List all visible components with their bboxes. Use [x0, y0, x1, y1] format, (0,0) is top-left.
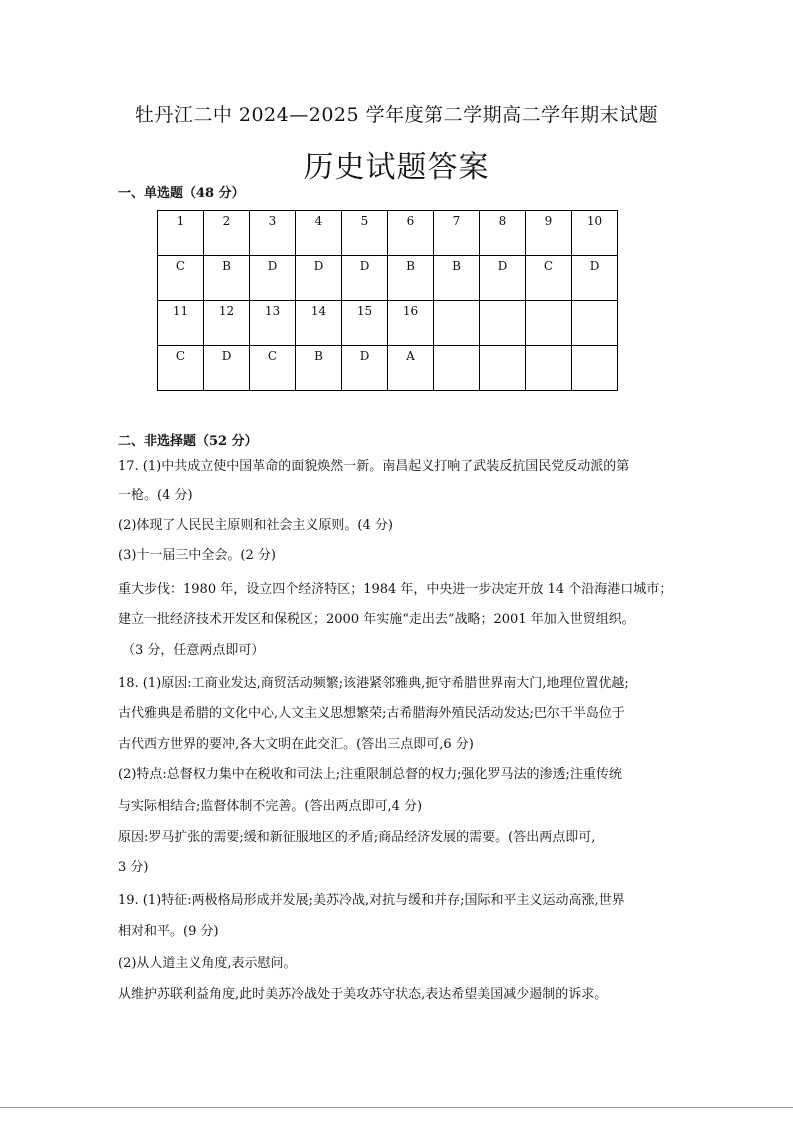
table-cell: 7 — [434, 211, 480, 256]
answer-line: (3)十一届三中全会。(2 分) — [118, 548, 276, 563]
table-cell: 9 — [526, 211, 572, 256]
table-row — [158, 256, 618, 301]
table-cell: 12 — [204, 301, 250, 346]
answer-line: 原因:罗马扩张的需要;缓和新征服地区的矛盾;商品经济发展的需要。(答出两点即可, — [118, 830, 596, 845]
table-cell — [434, 301, 480, 346]
answer-line: （3 分，任意两点即可） — [122, 643, 265, 658]
answer-line: 与实际相结合;监督体制不完善。(答出两点即可,4 分) — [118, 799, 423, 814]
table-cell: D — [296, 256, 342, 301]
table-cell: D — [204, 346, 250, 391]
table-cell: D — [342, 256, 388, 301]
table-cell: 16 — [388, 301, 434, 346]
answer-line: 17. (1)中共成立使中国革命的面貌焕然一新。南昌起义打响了武装反抗国民党反动派的第 — [118, 459, 630, 474]
table-row — [158, 211, 618, 256]
table-cell: 4 — [296, 211, 342, 256]
answer-table — [157, 210, 618, 391]
table-row — [158, 301, 618, 346]
answer-line: 重大步伐：1980 年，设立四个经济特区；1984 年，中央进一步决定开放 14 个沿海港口城市； — [118, 582, 673, 597]
table-cell: 5 — [342, 211, 388, 256]
answer-line: 古代雅典是希腊的文化中心,人文主义思想繁荣;古希腊海外殖民活动发达;巴尔干半岛位于 — [118, 706, 625, 721]
answer-line: 3 分) — [118, 860, 149, 875]
table-cell: C — [158, 256, 204, 301]
table-cell: A — [388, 346, 434, 391]
table-cell — [572, 346, 618, 391]
table-cell: B — [204, 256, 250, 301]
table-cell: 11 — [158, 301, 204, 346]
table-cell — [572, 301, 618, 346]
table-row — [158, 346, 618, 391]
table-cell — [480, 346, 526, 391]
page-title: 历史试题答案 — [303, 150, 490, 185]
answer-line: 古代西方世界的要冲,各大文明在此交汇。(答出三点即可,6 分) — [118, 737, 474, 752]
answer-line: 一枪。(4 分) — [118, 488, 193, 503]
table-cell: 8 — [480, 211, 526, 256]
table-cell: D — [250, 256, 296, 301]
table-cell: D — [480, 256, 526, 301]
table-cell: C — [158, 346, 204, 391]
table-cell: C — [250, 346, 296, 391]
answer-line: 建立一批经济技术开发区和保税区；2000 年实施“走出去”战略；2001 年加入世贸组织。 — [118, 612, 635, 627]
table-cell — [526, 346, 572, 391]
table-cell: 13 — [250, 301, 296, 346]
table-cell: 3 — [250, 211, 296, 256]
table-cell: 15 — [342, 301, 388, 346]
answer-line: 相对和平。(9 分) — [118, 924, 219, 939]
table-cell: B — [296, 346, 342, 391]
table-cell: 1 — [158, 211, 204, 256]
footer-rule — [0, 1107, 793, 1108]
answer-line: (2)体现了人民民主原则和社会主义原则。(4 分) — [118, 518, 393, 533]
table-cell: D — [342, 346, 388, 391]
table-cell — [480, 301, 526, 346]
table-cell: 10 — [572, 211, 618, 256]
table-cell: 2 — [204, 211, 250, 256]
section-heading-multiple-choice: 一、单选题（48 分） — [118, 186, 245, 201]
table-cell — [434, 346, 480, 391]
answer-line: 18. (1)原因:工商业发达,商贸活动频繁;该港紧邻雅典,扼守希腊世界南大门,地理位置优越; — [118, 676, 629, 691]
table-cell: D — [572, 256, 618, 301]
table-cell: B — [388, 256, 434, 301]
table-cell: C — [526, 256, 572, 301]
school-title: 牡丹江二中 2024—2025 学年度第二学期高二学年期末试题 — [134, 104, 659, 126]
answer-line: (2)从人道主义角度,表示慰问。 — [118, 956, 297, 971]
table-cell: B — [434, 256, 480, 301]
answer-line: 从维护苏联利益角度,此时美苏冷战处于美攻苏守状态,表达希望美国减少遏制的诉求。 — [118, 987, 608, 1002]
table-cell: 6 — [388, 211, 434, 256]
answer-line: (2)特点:总督权力集中在税收和司法上;注重限制总督的权力;强化罗马法的渗透;注重传统 — [118, 767, 622, 782]
table-cell: 14 — [296, 301, 342, 346]
answer-line: 19. (1)特征:两极格局形成并发展;美苏冷战,对抗与缓和并存;国际和平主义运动高涨,世界 — [118, 893, 625, 908]
section-heading-non-choice: 二、非选择题（52 分） — [118, 434, 258, 449]
table-cell — [526, 301, 572, 346]
